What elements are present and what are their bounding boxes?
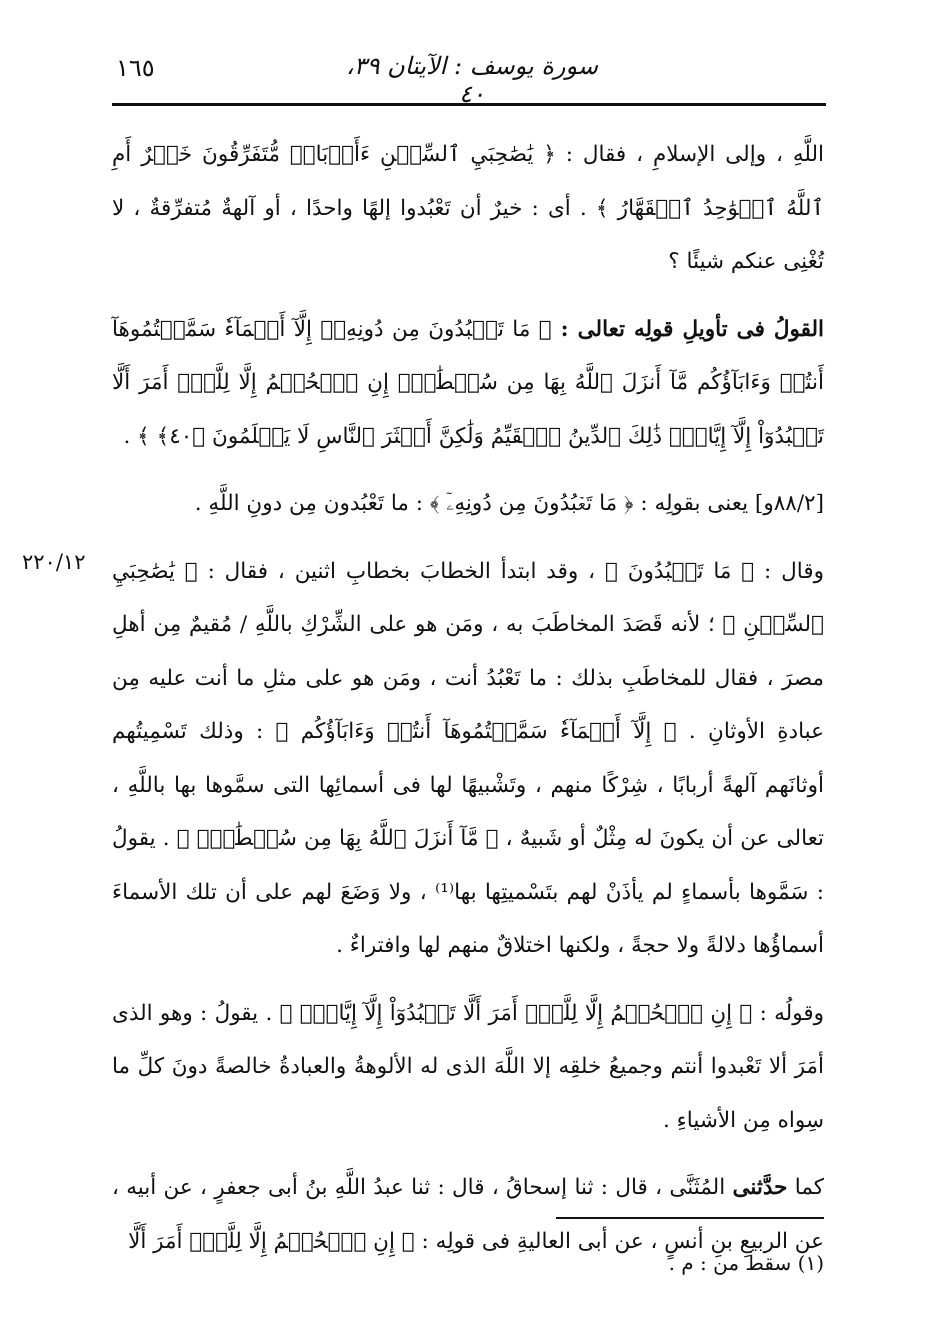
paragraph-3 [112,477,824,531]
page-header [112,52,824,108]
footnote-divider [556,1217,824,1219]
section-heading: القولُ فى تأويلِ قولِه تعالى : [551,316,824,342]
paragraph-3-lead: [٨٨/٢و] يعنى بقولِه : [633,491,824,516]
quran-quote: ﴿ يَٰصَٰحِبَيِ ٱلسِّجۡنِ ءَأَرۡبَابٞ مُّتَفَرِّقُونَ خَيۡرٌ أَمِ ٱللَّهُ ٱلۡوَٰحِدُ ٱلۡقَهَّارُ ﴾ [112,142,825,221]
paragraph-2 [112,303,824,464]
page-number: ١٦٥ [116,54,155,82]
quran-quote: ﴿ مَا تَعۡبُدُونَ مِن دُونِهِۦٓ ﴾ [429,491,634,516]
paragraph-6-tail: المُثَنَّى ، قال : ثنا إسحاقُ ، قال : ثنا عبدُ اللَّهِ بنُ أبى جعفرٍ ، عن أبيه ، عن الربيعِ بنِ أنسٍ ، عن أبى العاليةِ فى قولِه : ﴿ إِنِ ٱلۡحُكۡمُ إِلَّا لِلَّهِۚ أَمَرَ أَلَّا [112,1175,824,1254]
paragraph-1-tail: . أى : خيرٌ أن تَعْبُدوا إلهًا واحدًا ، أو آلهةٌ مُتفرِّقةٌ ، لا تُغْنِى عنكم شيئًا ؟ [112,195,824,274]
footnote: (١) سقط من : م . [668,1251,824,1275]
paragraph-3-tail: : ما تَعْبُدون مِن دونِ اللَّهِ . [194,491,430,516]
header-divider [112,103,826,106]
paragraph-1 [112,128,824,289]
paragraph-6-lead: كما [787,1175,824,1200]
page-body [112,128,824,1268]
paragraph-4: وقال : ﴿ مَا تَعۡبُدُونَ ﴾ ، وقد ابتدأ الخطابَ بخطابِ اثنين ، فقال : ﴿ يَٰصَٰحِبَيِ ٱلسِّجۡنِ ﴾ ؛ لأنه قَصَدَ المخاطَبَ به ، ومَن هو على الشِّرْكِ باللَّهِ / مُقيمٌ مِن أهلِ مصرَ ، فقال للمخاطَبِ بذلك : ما تَعْبُدُ أنت ، ومَن هو على مثلِ ما أنت عليه مِن عبادةِ الأوثانِ . ﴿ إِلَّآ أَسۡمَآءٗ سَمَّيۡتُمُوهَآ أَنتُمۡ وَءَابَآؤُكُم ﴾ : وذلك تَسْمِيتُهم أوثانَهم آلهةً أربابًا ، شِرْكًا منهم ، وتَشْبيهًا لها فى أسمائِها التى سمَّوها بها باللَّهِ ، تعالى عن أن يكونَ له مِثْلٌ أو شَبيهٌ ، ﴿ مَّآ أَنزَلَ ٱللَّهُ بِهَا مِن سُلۡطَٰنٍۚ ﴾ . يقولُ : سَمَّوها بأسماءٍ لم يأذَنْ لهم بتَسْميتِها بها⁽¹⁾ ، ولا وَضَعَ لهم على أن تلك الأسماءَ أسماؤُها دلالةً ولا حجةً ، ولكنها اختلاقٌ منهم لها وافتراءٌ . [112,558,824,958]
running-title: سورة يوسف : الآيتان ٣٩، ٤٠ [345,52,599,108]
paragraph-5: وقولُه : ﴿ إِنِ ٱلۡحُكۡمُ إِلَّا لِلَّهِۚ أَمَرَ أَلَّا تَعۡبُدُوٓاْ إِلَّآ إِيَّاهُۚ ﴾ . يقولُ : وهو الذى أمَرَ ألا تَعْبدوا أنتم وجميعُ خلقِه إلا اللَّهَ الذى له الألوهةُ والعبادةُ خالصةً دونَ كلِّ ما سِواه مِن الأشياءِ . [112,1000,824,1133]
narration-keyword: حدَّثنى [732,1175,788,1200]
quran-verse: ﴿ مَا تَعۡبُدُونَ مِن دُونِهِۦٓ إِلَّآ أَسۡمَآءٗ سَمَّيۡتُمُوهَآ أَنتُمۡ وَءَابَآؤُكُم مَّآ أَنزَلَ ٱللَّهُ بِهَا مِن سُلۡطَٰنٍۚ إِنِ ٱلۡحُكۡمُ إِلَّا لِلَّهِۚ أَمَرَ أَلَّا تَعۡبُدُوٓاْ إِلَّآ إِيَّاهُۚ ذَٰلِكَ ٱلدِّينُ ٱلۡقَيِّمُ وَلَٰكِنَّ أَكۡثَرَ ٱلنَّاسِ لَا يَعۡلَمُونَ ﴿٤٠﴾ ﴾ [112,316,824,449]
paragraph-2-tail: . [123,423,138,449]
margin-reference: ٢٢٠/١٢ [22,550,86,574]
paragraph-1-lead: اللَّهِ ، وإلى الإسلامِ ، فقال : [555,142,824,167]
